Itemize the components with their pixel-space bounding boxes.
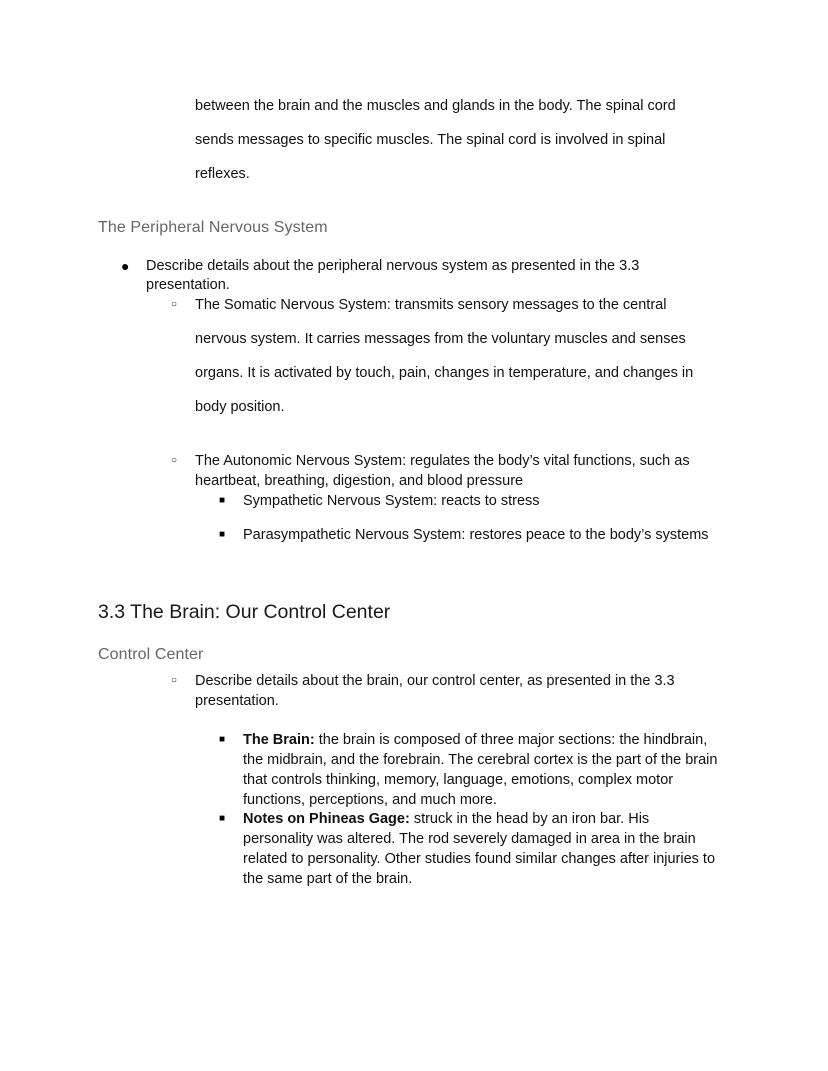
gage-item-line-4: the same part of the brain. xyxy=(243,871,413,887)
gage-item-line-2: personality was altered. The rod severely damaged in area in the brain xyxy=(243,831,696,847)
autonomic-line-1: The Autonomic Nervous System: regulates the body’s vital functions, such as xyxy=(195,453,690,469)
gage-item-line-3: related to personality. Other studies found similar changes after injuries to xyxy=(243,851,716,867)
somatic-line-1: The Somatic Nervous System: transmits sensory messages to the central xyxy=(195,297,667,313)
somatic-line-4: body position. xyxy=(195,399,285,415)
gage-item-line-1-text: struck in the head by an iron bar. His xyxy=(409,811,650,827)
circle-bullet: ○ xyxy=(171,455,178,466)
gage-item-label: Notes on Phineas Gage: xyxy=(243,811,410,827)
brain-item-line-2: the midbrain, and the forebrain. The cerebral cortex is the part of the brain xyxy=(243,752,718,768)
somatic-line-2: nervous system. It carries messages from the voluntary muscles and senses xyxy=(195,331,686,347)
brain-item-line-1-text: the brain is composed of three major sections: the hindbrain, xyxy=(314,732,708,748)
disc-bullet: ● xyxy=(121,258,130,274)
autonomic-line-2: heartbeat, breathing, digestion, and blood pressure xyxy=(195,473,524,489)
circle-bullet: ○ xyxy=(171,675,178,686)
square-bullet: ■ xyxy=(219,734,226,745)
pns-prompt-line-2: presentation. xyxy=(146,277,230,293)
brain-item-label: The Brain: xyxy=(243,732,315,748)
brain-section-heading: 3.3 The Brain: Our Control Center xyxy=(98,601,391,623)
parasympathetic-item: Parasympathetic Nervous System: restores peace to the body’s systems xyxy=(243,527,709,543)
gage-item-line-1 xyxy=(243,809,649,829)
square-bullet: ■ xyxy=(219,813,226,824)
spinal-cord-line-2: sends messages to specific muscles. The spinal cord is involved in spinal xyxy=(195,132,666,148)
brain-item-line-1 xyxy=(243,730,707,750)
brain-prompt-line-1: Describe details about the brain, our control center, as presented in the 3.3 xyxy=(195,673,675,689)
brain-prompt-line-2: presentation. xyxy=(195,693,279,709)
somatic-line-3: organs. It is activated by touch, pain, changes in temperature, and changes in xyxy=(195,365,694,381)
pns-prompt-line-1: Describe details about the peripheral nervous system as presented in the 3.3 xyxy=(146,258,640,274)
square-bullet: ■ xyxy=(219,529,226,540)
square-bullet: ■ xyxy=(219,495,226,506)
brain-item-line-4: functions, perceptions, and much more. xyxy=(243,792,497,808)
spinal-cord-line-3: reflexes. xyxy=(195,166,250,182)
sympathetic-item: Sympathetic Nervous System: reacts to stress xyxy=(243,493,540,509)
pns-heading: The Peripheral Nervous System xyxy=(98,219,328,236)
control-center-heading: Control Center xyxy=(98,646,204,663)
spinal-cord-line-1: between the brain and the muscles and glands in the body. The spinal cord xyxy=(195,98,676,114)
circle-bullet: ○ xyxy=(171,299,178,310)
brain-item-line-3: that controls thinking, memory, language, emotions, complex motor xyxy=(243,772,674,788)
